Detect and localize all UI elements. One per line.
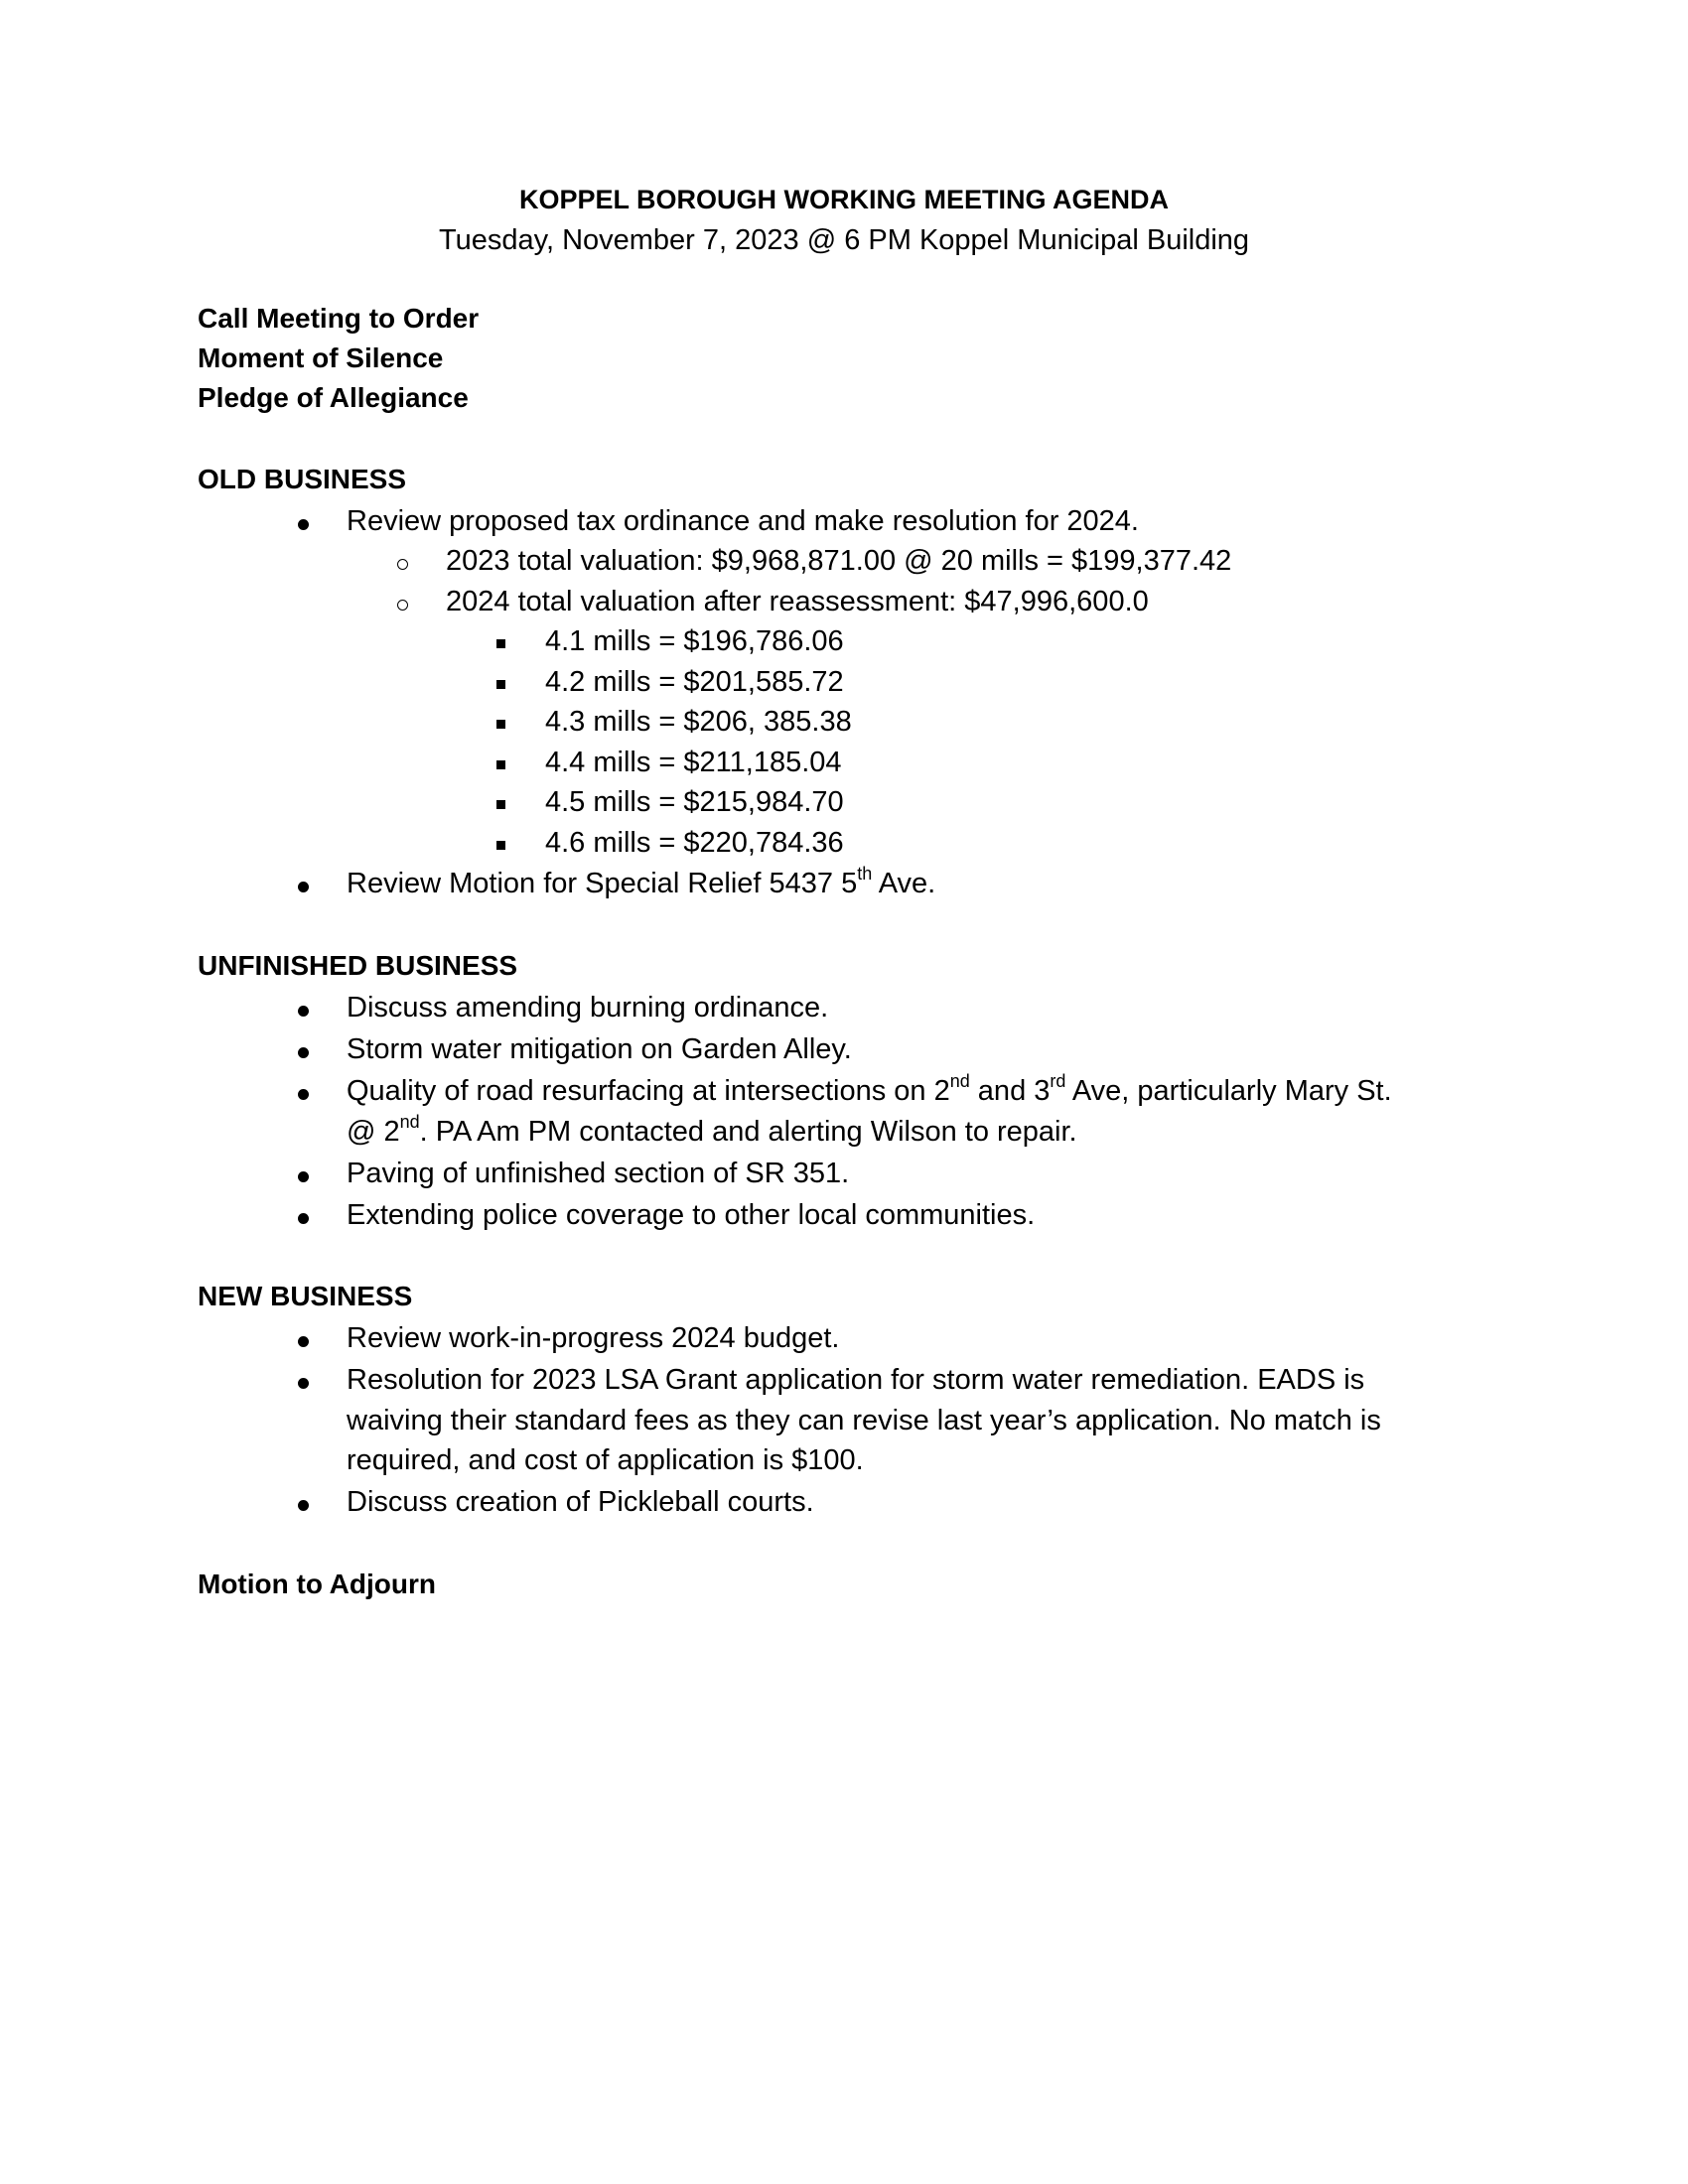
bullet-square bbox=[496, 720, 505, 729]
bullet-dot bbox=[298, 1213, 309, 1224]
mills-item: 4.2 mills = $201,585.72 bbox=[545, 666, 844, 698]
unfinished-business-item: Extending police coverage to other local communities. bbox=[347, 1199, 1036, 1231]
old-business-heading: OLD BUSINESS bbox=[198, 464, 407, 494]
bullet-circle bbox=[397, 600, 408, 611]
bullet-dot bbox=[298, 519, 309, 530]
new-business-item-continued: required, and cost of application is $100. bbox=[347, 1444, 864, 1476]
bullet-dot bbox=[298, 1336, 309, 1347]
new-business-item: Review work-in-progress 2024 budget. bbox=[347, 1322, 840, 1354]
bullet-dot bbox=[298, 1171, 309, 1182]
unfinished-business-item: Storm water mitigation on Garden Alley. bbox=[347, 1033, 852, 1065]
agenda-title: KOPPEL BOROUGH WORKING MEETING AGENDA bbox=[518, 185, 1170, 214]
agenda-subtitle: Tuesday, November 7, 2023 @ 6 PM Koppel Municipal Building bbox=[438, 224, 1250, 256]
moment-of-silence: Moment of Silence bbox=[198, 342, 444, 373]
unfinished-business-item: Paving of unfinished section of SR 351. bbox=[347, 1158, 850, 1189]
unfinished-business-heading: UNFINISHED BUSINESS bbox=[198, 950, 518, 981]
mills-item: 4.1 mills = $196,786.06 bbox=[545, 625, 844, 657]
mills-item: 4.3 mills = $206, 385.38 bbox=[545, 706, 852, 738]
new-business-item-continued: waiving their standard fees as they can revise last year’s application. No match is bbox=[347, 1405, 1381, 1436]
bullet-circle bbox=[397, 559, 408, 570]
bullet-square bbox=[496, 760, 505, 769]
bullet-dot bbox=[298, 1006, 309, 1017]
mills-item: 4.4 mills = $211,185.04 bbox=[545, 747, 842, 778]
old-business-item: Review proposed tax ordinance and make resolution for 2024. bbox=[347, 505, 1139, 537]
bullet-square bbox=[496, 800, 505, 809]
new-business-item: Resolution for 2023 LSA Grant application for storm water remediation. EADS is bbox=[347, 1364, 1365, 1396]
bullet-dot bbox=[298, 1378, 309, 1389]
bullet-dot bbox=[298, 1500, 309, 1511]
unfinished-business-item: Discuss amending burning ordinance. bbox=[347, 992, 829, 1024]
mills-item: 4.5 mills = $215,984.70 bbox=[545, 786, 844, 818]
bullet-square bbox=[496, 639, 505, 648]
old-business-item: Review Motion for Special Relief 5437 5th Ave. bbox=[347, 864, 936, 899]
bullet-square bbox=[496, 841, 505, 850]
bullet-dot bbox=[298, 1089, 309, 1100]
unfinished-business-item: Quality of road resurfacing at intersections on 2nd and 3rd Ave, particularly Mary St. bbox=[347, 1071, 1392, 1107]
bullet-dot bbox=[298, 882, 309, 892]
motion-to-adjourn: Motion to Adjourn bbox=[198, 1569, 436, 1599]
bullet-dot bbox=[298, 1047, 309, 1058]
old-business-subitem: 2024 total valuation after reassessment: $47,996,600.0 bbox=[446, 586, 1149, 617]
pledge-of-allegiance: Pledge of Allegiance bbox=[198, 382, 469, 413]
old-business-subitem: 2023 total valuation: $9,968,871.00 @ 20 mills = $199,377.42 bbox=[446, 545, 1232, 577]
unfinished-business-item-continued: @ 2nd. PA Am PM contacted and alerting Wilson to repair. bbox=[347, 1112, 1077, 1148]
new-business-item: Discuss creation of Pickleball courts. bbox=[347, 1486, 814, 1518]
call-to-order: Call Meeting to Order bbox=[198, 303, 480, 334]
new-business-heading: NEW BUSINESS bbox=[198, 1281, 413, 1311]
bullet-square bbox=[496, 680, 505, 689]
mills-item: 4.6 mills = $220,784.36 bbox=[545, 827, 844, 859]
